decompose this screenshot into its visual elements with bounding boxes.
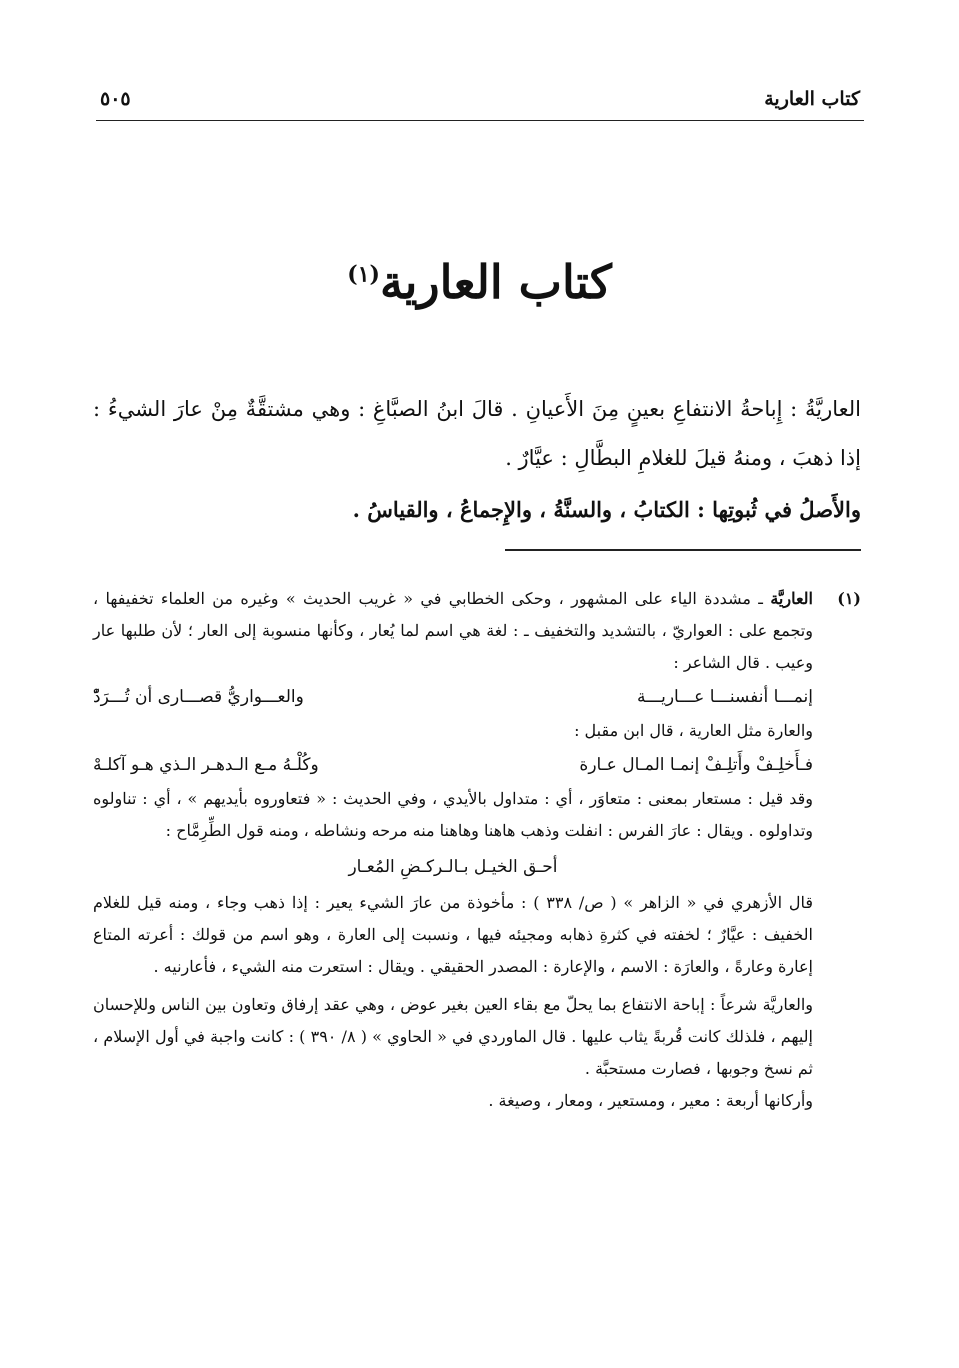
- footnote-body: [93, 583, 813, 1117]
- verse-1-first-hemistich: إنمـــا أنفسنـــا عـــاريـــة: [637, 687, 813, 707]
- header-divider: [96, 120, 864, 121]
- main-text: [93, 385, 861, 534]
- footnote-keyword: العاريَّة: [770, 589, 813, 608]
- footnotes: [93, 583, 861, 1117]
- running-header: [100, 88, 860, 116]
- footnote-paragraph-1: [93, 583, 813, 679]
- footnote-paragraph-5: والعاريَّة شرعاً : إباحة الانتفاع بما يحلّ مع بقاء العين بغير عوض ، وهي عقد إرفاق وتعاون بين الناس وللإحسان إليهم ، فلذلك كانت قُربةً يثاب عليها . قال الماوردي في « الحاوي » ( ٨/ ٣٩٠ ) : كانت واجبة في أول الإسلام ، ثم نسخ وجوبها ، فصارت مستحبَّة .: [93, 995, 813, 1078]
- running-header-title: كتاب العارية: [764, 88, 860, 110]
- footnote-p1-text: ـ مشددة الياء على المشهور ، وحكى الخطابي في « غريب الحديث » وغيره من العلماء تخفيفها ، وتجمع على : العواريّ ، بالتشديد والتخفيف ـ : لغة هي اسم لما يُعار ، وكأنها منسوبة إلى العار ؛ لأن طلبها عار وعيب . قال الشاعر :: [93, 589, 813, 672]
- footnote-paragraph-3: وقد قيل : مستعار بمعنى : متعاوَر ، أي : متداول بالأيدي ، وفي الحديث : « فتعاوروه بأيديهم » ، أي : تناولوه وتداولوه . ويقال : عارَ الفرس : انفلت وذهب هاهنا وهاهنا منه مرحه ونشاطه ، ومنه قول الطِّرِمَّاح :: [93, 789, 813, 840]
- footnote-paragraph-2: والعارة مثل العارية ، قال ابن مقبل :: [574, 721, 813, 740]
- verse-1: [93, 681, 813, 713]
- verse-1-second-hemistich: والعـــواريُّ قصـــارى أن تُـــرَدّْ: [93, 687, 304, 707]
- verse-3: أحـق الخيـل بـالـركـضِ المُعـار: [348, 857, 558, 877]
- chapter-title-text: كتاب العارية: [379, 255, 612, 309]
- footnote-marker: (١): [837, 589, 861, 608]
- verse-2-first-hemistich: فـأَخلِـفْ وأَتلِـفْ إنمـا المـال عـارة: [579, 755, 813, 775]
- footnote-divider: [505, 549, 861, 551]
- footnote-paragraph-6: وأركانها أربعة : معير ، ومستعير ، ومعار ، وصيغة .: [488, 1091, 813, 1110]
- main-definition: العاريَّةُ : إِباحةُ الانتفاعِ بعينٍ مِنَ الأَعيانِ . قالَ ابنُ الصبَّاغِ : وهي مشتقَّةٌ مِنْ عارَ الشيءُ : إذا ذهبَ ، ومنهُ قيلَ للغلامِ البطَّالِ : عيَّارٌ .: [93, 397, 861, 470]
- main-basis: والأَصلُ في ثُبوتِها : الكتابُ ، والسنَّةُ ، والإِجماعُ ، والقياسُ .: [352, 497, 861, 522]
- page-number: ٥٠٥: [100, 88, 131, 110]
- verse-2-second-hemistich: وكُلْـهُ مـع الـدهـر الـذي هـو آكلـهْ: [93, 755, 319, 775]
- footnote-paragraph-4: قال الأزهري في « الزاهر » ( ص/ ٣٣٨ ) : مأخوذة من عارَ الشيء يعير : إذا ذهب وجاء ، ومنه قيل للغلام الخفيف : عيَّارٌ ؛ لخفته في كثرةِ ذهابه ومجيئه فيها ، ونسبت إلى العارة ، وهو اسم من قولك : أعرته المتاع إعارة وعارةً ، والعارَة : الاسم ، والإعارة : المصدر الحقيقي . ويقال : استعرت منه الشيء ، فأعارنيه .: [93, 893, 813, 976]
- verse-2: [93, 749, 813, 781]
- footnote-1: [93, 583, 861, 1117]
- chapter-footnote-ref: (١): [347, 261, 380, 288]
- chapter-title: [0, 255, 959, 309]
